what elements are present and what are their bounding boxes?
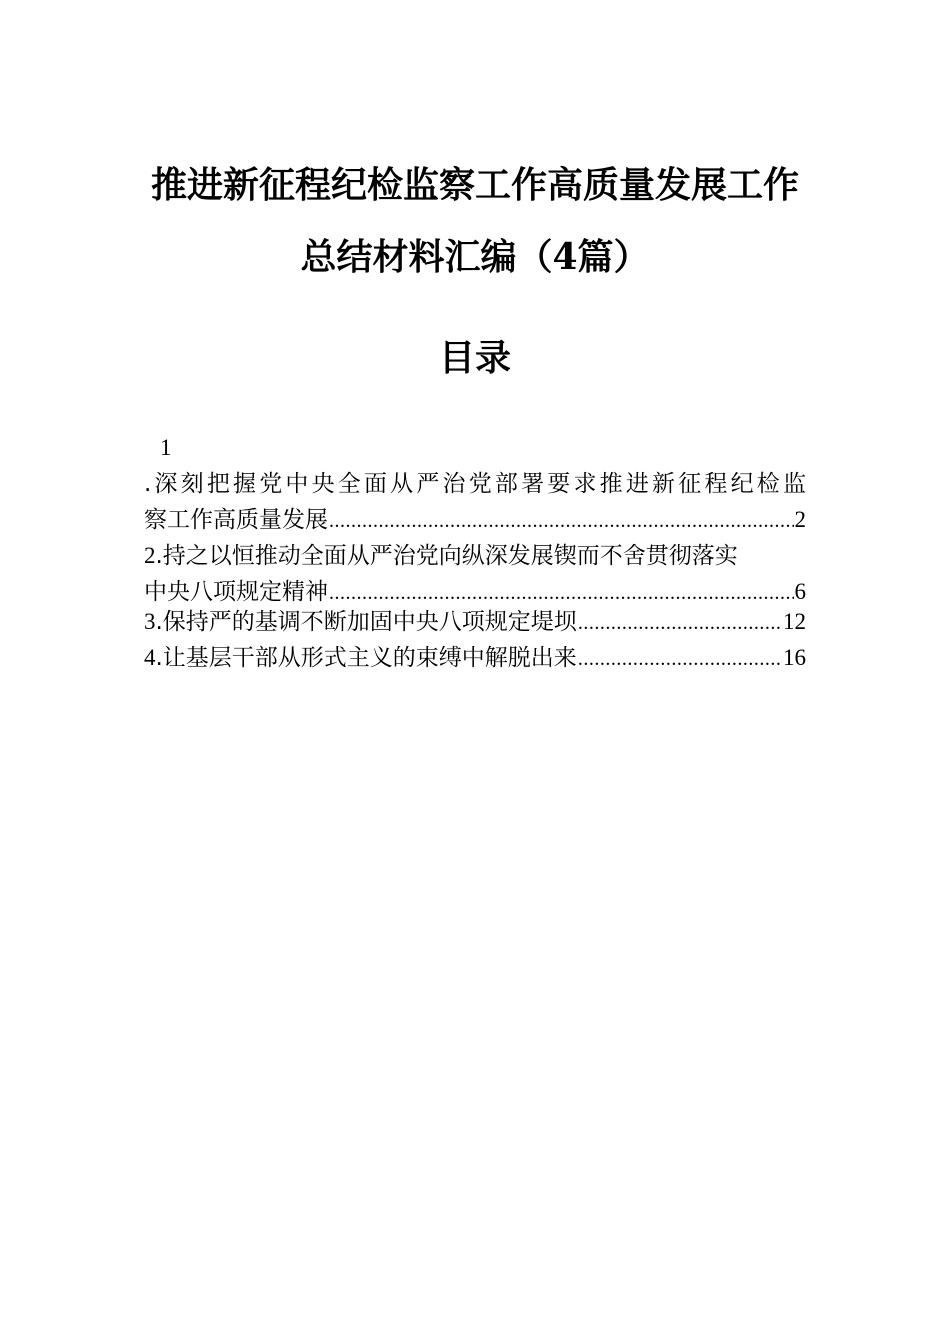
toc-entry-number: 4 [144, 645, 156, 670]
toc-dot-leader [578, 605, 782, 641]
toc-entry-line [144, 640, 806, 676]
toc-entry-line [144, 538, 806, 574]
toc-entry-line [144, 466, 806, 502]
toc-page-number: 6 [794, 579, 806, 604]
toc-entry-1[interactable] [144, 430, 806, 538]
toc-entry-title-line-1: .深刻把握党中央全面从严治党部署要求推进新征程纪检监 [144, 471, 806, 497]
toc-page-number: 12 [783, 609, 806, 634]
toc-entry-number: 1 [160, 435, 172, 460]
toc-entry-title-line-2: 中央八项规定精神 [144, 579, 328, 605]
toc-dot-leader [578, 641, 782, 677]
toc-entry-title-line-2: 察工作高质量发展 [144, 507, 328, 533]
toc-entry-title: .保持严的基调不断加固中央八项规定堤坝 [155, 609, 577, 635]
toc-entry-2[interactable] [144, 538, 806, 610]
toc-entry-title-line-1 [144, 538, 738, 574]
toc-page-number: 16 [783, 645, 806, 670]
toc-entry-number: 2 [144, 543, 156, 568]
toc-entry-title-line-1 [144, 604, 577, 640]
toc-heading: 目录 [438, 337, 511, 379]
toc-entry-title: .持之以恒推动全面从严治党向纵深发展锲而不舍贯彻落实 [155, 543, 738, 569]
toc-entry-3[interactable] [144, 604, 806, 640]
toc-entry-number: 3 [144, 609, 156, 634]
document-title-line-1: 推进新征程纪检监察工作高质量发展工作 [150, 164, 799, 206]
toc-page-number: 2 [794, 507, 806, 532]
toc-entry-title: .让基层干部从形式主义的束缚中解脱出来 [155, 645, 577, 671]
toc-entry-line [144, 604, 806, 640]
toc-dot-leader [329, 503, 794, 539]
toc-entry-4[interactable] [144, 640, 806, 676]
toc-entry-title-line-1 [144, 640, 577, 676]
toc-entry-line [144, 502, 806, 538]
document-title-line-2: 总结材料汇编（4篇） [300, 236, 650, 278]
